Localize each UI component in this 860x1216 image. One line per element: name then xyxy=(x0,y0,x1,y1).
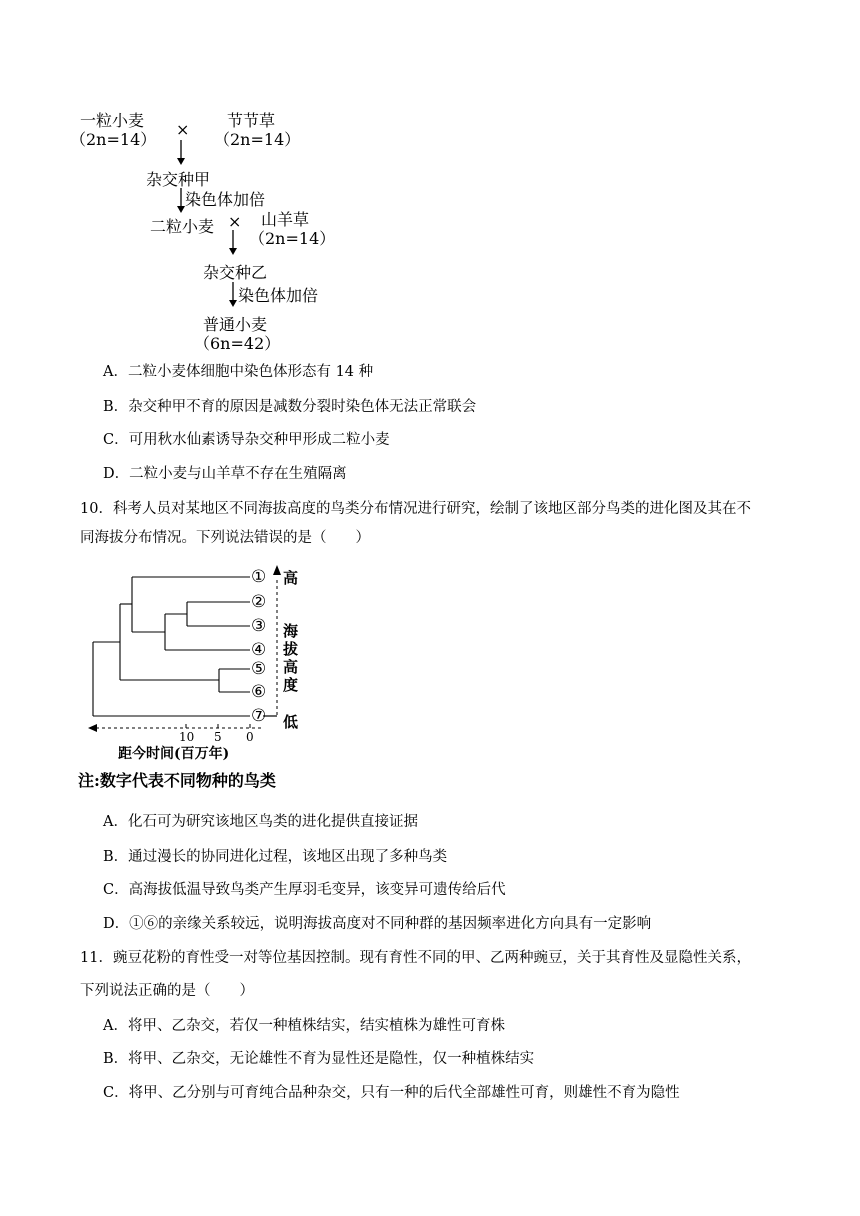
q11-stem-line2: 下列说法正确的是（ ） xyxy=(80,983,254,999)
arrowhead-2 xyxy=(177,206,185,213)
species-1: ① xyxy=(251,567,267,587)
q9-option-a: A．二粒小麦体细胞中染色体形态有 14 种 xyxy=(103,364,374,380)
species-5: ⑤ xyxy=(251,659,267,679)
time-axis-label: 距今时间(百万年) xyxy=(118,746,230,762)
shanyangcao-chromosome: （2n=14） xyxy=(249,229,336,248)
doubling-label-2: 染色体加倍 xyxy=(238,286,319,305)
q11-option-c: C．将甲、乙分别与可育纯合品种杂交，只有一种的后代全部雄性可育，则雄性不育为隐性 xyxy=(103,1085,680,1101)
altitude-char-4: 度 xyxy=(283,676,299,694)
q10-stem-line1: 10．科考人员对某地区不同海拔高度的鸟类分布情况进行研究，绘制了该地区部分鸟类的进化图及其在不 xyxy=(80,501,751,517)
species-2: ② xyxy=(251,592,267,612)
time-axis-arrowhead xyxy=(88,724,97,732)
q11-option-a: A．将甲、乙杂交，若仅一种植株结实，结实植株为雄性可育株 xyxy=(103,1018,505,1034)
tick-0: 0 xyxy=(246,730,254,744)
hybrid-b-label: 杂交种乙 xyxy=(203,263,268,282)
altitude-char-3: 高 xyxy=(283,658,299,676)
putongxiaomai-chromosome: （6n=42） xyxy=(194,334,281,353)
q9-option-d: D．二粒小麦与山羊草不存在生殖隔离 xyxy=(103,466,347,482)
arrowhead-3 xyxy=(229,248,237,255)
yilixiaomai-label: 一粒小麦 xyxy=(80,111,145,130)
altitude-axis-arrowhead xyxy=(273,565,281,575)
q10-option-c: C．高海拔低温导致鸟类产生厚羽毛变异，该变异可遗传给后代 xyxy=(103,882,506,898)
altitude-high-label: 高 xyxy=(283,569,299,587)
arrowhead-4 xyxy=(229,300,237,307)
tick-5: 5 xyxy=(214,730,222,744)
altitude-char-2: 拔 xyxy=(283,640,299,658)
jiejiecao-chromosome: （2n=14） xyxy=(214,130,301,149)
tree-branches xyxy=(93,577,250,716)
q10-option-d: D．①⑥的亲缘关系较远，说明海拔高度对不同种群的基因频率进化方向具有一定影响 xyxy=(103,916,652,932)
cross-symbol: × xyxy=(176,120,190,139)
erlixiaomai-label: 二粒小麦 xyxy=(150,217,215,236)
q11-option-b: B．将甲、乙杂交，无论雄性不育为显性还是隐性，仅一种植株结实 xyxy=(103,1051,535,1067)
q10-option-a: A．化石可为研究该地区鸟类的进化提供直接证据 xyxy=(103,814,418,830)
tick-10: 10 xyxy=(179,730,195,744)
species-3: ③ xyxy=(251,616,267,636)
species-6: ⑥ xyxy=(251,682,267,702)
altitude-char-1: 海 xyxy=(283,622,299,640)
arrowhead-1 xyxy=(177,158,185,165)
shanyangcao-label: 山羊草 xyxy=(261,210,310,229)
q9-option-c: C．可用秋水仙素诱导杂交种甲形成二粒小麦 xyxy=(103,432,390,448)
q11-stem-line1: 11．豌豆花粉的育性受一对等位基因控制。现有育性不同的甲、乙两种豌豆，关于其育性及显隐性关系， xyxy=(80,950,751,966)
species-7: ⑦ xyxy=(251,706,267,726)
tree-note: 注:数字代表不同物种的鸟类 xyxy=(78,771,276,790)
jiejiecao-label: 节节草 xyxy=(227,111,276,130)
doubling-label-1: 染色体加倍 xyxy=(185,190,266,209)
q10-stem-line2: 同海拔分布情况。下列说法错误的是（ ） xyxy=(80,530,370,546)
species-4: ④ xyxy=(251,640,267,660)
putongxiaomai-label: 普通小麦 xyxy=(203,315,268,334)
altitude-low-label: 低 xyxy=(283,713,299,731)
yilixiaomai-chromosome: （2n=14） xyxy=(70,130,157,149)
q9-option-b: B．杂交种甲不育的原因是减数分裂时染色体无法正常联会 xyxy=(103,399,477,415)
diagram-arrows xyxy=(0,0,860,340)
q10-option-b: B．通过漫长的协同进化过程，该地区出现了多种鸟类 xyxy=(103,849,448,865)
hybrid-a-label: 杂交种甲 xyxy=(146,170,211,189)
cross-symbol-2: × xyxy=(228,212,242,231)
